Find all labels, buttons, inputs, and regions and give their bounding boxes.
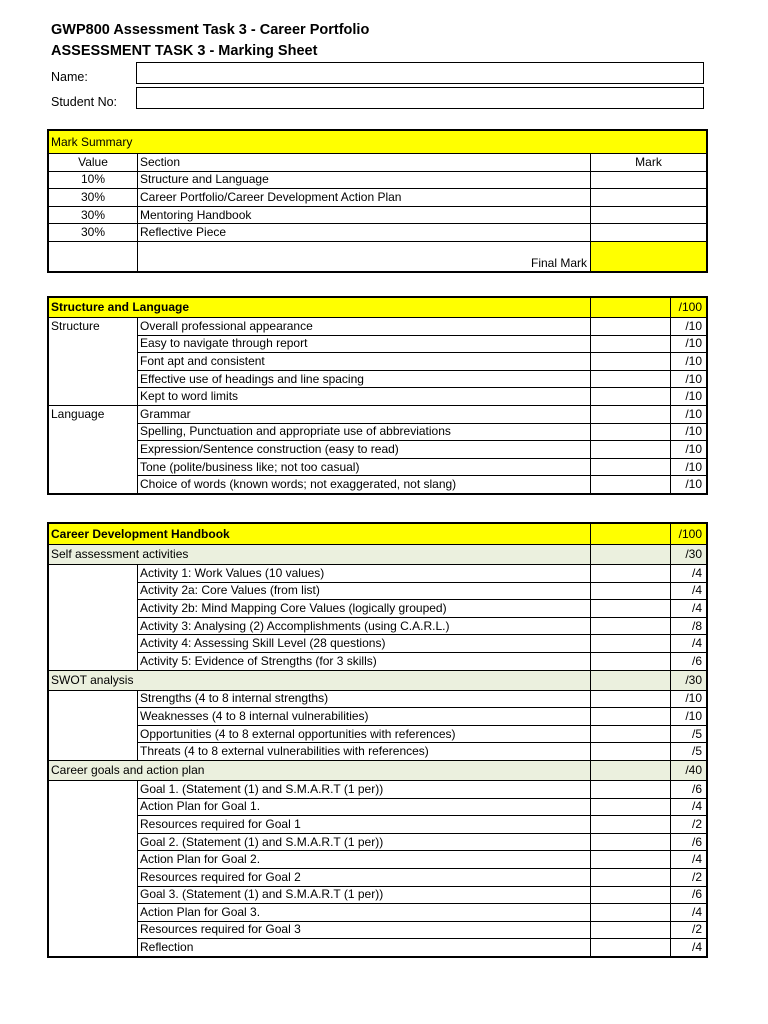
- criteria-cell: Structure and Language: [138, 171, 591, 189]
- mark-cell[interactable]: [591, 565, 671, 583]
- mark-cell[interactable]: [591, 780, 671, 798]
- table-row: [49, 652, 707, 670]
- criteria-cell: 30%: [49, 206, 138, 224]
- max-mark-cell: /2: [671, 868, 707, 886]
- mark-cell[interactable]: [591, 600, 671, 618]
- student-no-label: Student No:: [51, 95, 118, 109]
- criteria-cell: Font apt and consistent: [138, 353, 591, 371]
- mark-cell[interactable]: [591, 690, 671, 708]
- criteria-cell: Career Portfolio/Career Development Action Plan: [138, 189, 591, 207]
- criteria-cell: Opportunities (4 to 8 external opportunities with references): [138, 725, 591, 743]
- max-mark-cell: /6: [671, 780, 707, 798]
- criteria-cell: Activity 1: Work Values (10 values): [138, 565, 591, 583]
- career-total: /100: [671, 524, 707, 545]
- criteria-cell: Activity 2b: Mind Mapping Core Values (logically grouped): [138, 600, 591, 618]
- table-row: [49, 798, 707, 816]
- criteria-cell: Grammar: [138, 405, 591, 423]
- career-goals-title: Career goals and action plan: [49, 760, 591, 780]
- table-row: [49, 690, 707, 708]
- table-row: [49, 458, 707, 476]
- criteria-cell: Action Plan for Goal 2.: [138, 851, 591, 869]
- summary-title: Mark Summary: [49, 131, 707, 154]
- max-mark-cell: /2: [671, 816, 707, 834]
- mark-cell[interactable]: [591, 476, 671, 494]
- criteria-cell: Reflection: [138, 939, 591, 957]
- structure-total-mark[interactable]: [591, 298, 671, 318]
- table-row: [49, 708, 707, 726]
- col-mark-header: Mark: [591, 154, 707, 172]
- name-field[interactable]: [136, 62, 704, 84]
- table-row: [49, 476, 707, 494]
- table-row: [49, 335, 707, 353]
- criteria-cell: Mentoring Handbook: [138, 206, 591, 224]
- mark-cell[interactable]: [591, 224, 707, 242]
- max-mark-cell: /10: [671, 318, 707, 336]
- max-mark-cell: /5: [671, 725, 707, 743]
- max-mark-cell: /10: [671, 476, 707, 494]
- final-mark-cell[interactable]: [591, 241, 707, 271]
- mark-cell[interactable]: [591, 816, 671, 834]
- mark-summary-table: [48, 130, 707, 272]
- final-mark-label: Final Mark: [138, 241, 591, 271]
- table-row: [49, 725, 707, 743]
- max-mark-cell: /10: [671, 458, 707, 476]
- max-mark-cell: /10: [671, 353, 707, 371]
- col-value-header: Value: [49, 154, 138, 172]
- mark-cell[interactable]: [591, 405, 671, 423]
- criteria-cell: Easy to navigate through report: [138, 335, 591, 353]
- table-row: [49, 816, 707, 834]
- career-total-mark[interactable]: [591, 524, 671, 545]
- structure-title: Structure and Language: [49, 298, 591, 318]
- max-mark-cell: /10: [671, 388, 707, 406]
- criteria-cell: Activity 2a: Core Values (from list): [138, 582, 591, 600]
- table-row: [49, 904, 707, 922]
- structure-total: /100: [671, 298, 707, 318]
- mark-cell[interactable]: [591, 635, 671, 653]
- criteria-cell: 30%: [49, 224, 138, 242]
- table-row: [49, 886, 707, 904]
- criteria-cell: Activity 3: Analysing (2) Accomplishments (using C.A.R.L.): [138, 617, 591, 635]
- mark-cell[interactable]: [591, 939, 671, 957]
- max-mark-cell: /10: [671, 335, 707, 353]
- criteria-cell: Kept to word limits: [138, 388, 591, 406]
- table-row: [49, 582, 707, 600]
- max-mark-cell: /6: [671, 833, 707, 851]
- criteria-cell: Activity 4: Assessing Skill Level (28 questions): [138, 635, 591, 653]
- criteria-cell: Action Plan for Goal 3.: [138, 904, 591, 922]
- mark-cell[interactable]: [591, 441, 671, 459]
- max-mark-cell: /10: [671, 423, 707, 441]
- criteria-cell: Effective use of headings and line spacing: [138, 370, 591, 388]
- table-row: [49, 353, 707, 371]
- mark-cell[interactable]: [591, 725, 671, 743]
- max-mark-cell: /4: [671, 565, 707, 583]
- table-row: [49, 171, 707, 189]
- mark-cell[interactable]: [591, 458, 671, 476]
- criteria-cell: Resources required for Goal 1: [138, 816, 591, 834]
- mark-cell[interactable]: [591, 388, 671, 406]
- criteria-cell: Goal 3. (Statement (1) and S.M.A.R.T (1 per)): [138, 886, 591, 904]
- mark-cell[interactable]: [591, 886, 671, 904]
- mark-cell[interactable]: [591, 617, 671, 635]
- criteria-cell: Choice of words (known words; not exaggerated, not slang): [138, 476, 591, 494]
- max-mark-cell: /10: [671, 405, 707, 423]
- criteria-cell: Overall professional appearance: [138, 318, 591, 336]
- max-mark-cell: /2: [671, 921, 707, 939]
- max-mark-cell: /4: [671, 635, 707, 653]
- career-handbook-table: Career Development Handbook /100 Self assessment activities /30 Activity 1: Work Values (10 values) /4 Activity 2a: Core Values (from list) /4 Activity 2b: Mind Mapping Core Values (logically grouped) /4 Activity 3: Analysing (2) Accomplishments (using C.A.R.L.) /8 Activity 4: Assessing Skill Level (28 questions) /4 Activity 5: Evidence of Strengths (for 3 skills) /6 SWOT analysis /30 Strengths (4 to 8 internal strengths) /10 Weaknesses (4 to 8 internal vulnerabilities) /10 Opportunities (4 to 8 external opportunities with references) /5 Threats (4 to 8 external vulnerabilities with references) /5 Career goals and action plan /40 Goal 1. (Statement (1) and S.M.A.R.T (1 per)) /6 Action Plan for Goal 1. /4 Resources required for Goal 1 /2 Goal 2. (Statement (1) and S.M.A.R.T (1 per)) /6 Action Plan for Goal 2. /4 Resources required for Goal 2 /2 Goal 3. (Statement (1) and S.M.A.R.T (1 per)) /6 Action Plan for Goal 3. /4 Resources required for Goal 3 /2 Reflection /4: [48, 523, 707, 957]
- criteria-cell: Activity 5: Evidence of Strengths (for 3 skills): [138, 652, 591, 670]
- mark-cell[interactable]: [591, 833, 671, 851]
- criteria-cell: Spelling, Punctuation and appropriate use of abbreviations: [138, 423, 591, 441]
- self-assessment-title: Self assessment activities: [49, 545, 591, 565]
- max-mark-cell: /4: [671, 600, 707, 618]
- max-mark-cell: /5: [671, 743, 707, 761]
- mark-cell[interactable]: [591, 318, 671, 336]
- mark-cell[interactable]: [591, 708, 671, 726]
- max-mark-cell: /10: [671, 708, 707, 726]
- max-mark-cell: /4: [671, 851, 707, 869]
- student-no-field[interactable]: [136, 87, 704, 109]
- max-mark-cell: /10: [671, 690, 707, 708]
- mark-cell[interactable]: [591, 652, 671, 670]
- criteria-cell: 10%: [49, 171, 138, 189]
- table-row: [49, 939, 707, 957]
- criteria-cell: Threats (4 to 8 external vulnerabilities with references): [138, 743, 591, 761]
- career-title: Career Development Handbook: [49, 524, 591, 545]
- table-row: [49, 370, 707, 388]
- table-row: [49, 851, 707, 869]
- name-label: Name:: [51, 70, 88, 84]
- criteria-cell: Goal 2. (Statement (1) and S.M.A.R.T (1 per)): [138, 833, 591, 851]
- table-row: [49, 189, 707, 207]
- mark-cell[interactable]: [591, 171, 707, 189]
- criteria-cell: Strengths (4 to 8 internal strengths): [138, 690, 591, 708]
- col-section-header: Section: [138, 154, 591, 172]
- table-row: [49, 743, 707, 761]
- max-mark-cell: /10: [671, 370, 707, 388]
- criteria-cell: Action Plan for Goal 1.: [138, 798, 591, 816]
- mark-cell[interactable]: [591, 851, 671, 869]
- criteria-cell: Resources required for Goal 2: [138, 868, 591, 886]
- max-mark-cell: /4: [671, 904, 707, 922]
- criteria-cell: Resources required for Goal 3: [138, 921, 591, 939]
- max-mark-cell: /4: [671, 798, 707, 816]
- criteria-cell: Reflective Piece: [138, 224, 591, 242]
- mark-cell[interactable]: [591, 921, 671, 939]
- mark-cell[interactable]: [591, 189, 707, 207]
- max-mark-cell: /4: [671, 582, 707, 600]
- mark-cell[interactable]: [591, 760, 671, 780]
- table-row: [49, 423, 707, 441]
- criteria-cell: Goal 1. (Statement (1) and S.M.A.R.T (1 per)): [138, 780, 591, 798]
- max-mark-cell: /10: [671, 441, 707, 459]
- table-row: [49, 224, 707, 242]
- mark-cell[interactable]: [591, 904, 671, 922]
- table-row: [49, 780, 707, 798]
- mark-cell[interactable]: [591, 545, 671, 565]
- mark-cell[interactable]: [591, 370, 671, 388]
- max-mark-cell: /8: [671, 617, 707, 635]
- table-row: [49, 617, 707, 635]
- mark-cell[interactable]: [591, 743, 671, 761]
- mark-cell[interactable]: [591, 670, 671, 690]
- max-mark-cell: /6: [671, 886, 707, 904]
- table-row: [49, 318, 707, 336]
- table-row: [49, 833, 707, 851]
- table-row: [49, 868, 707, 886]
- mark-cell[interactable]: [591, 798, 671, 816]
- mark-cell[interactable]: [591, 582, 671, 600]
- table-row: [49, 405, 707, 423]
- table-row: [49, 921, 707, 939]
- mark-cell[interactable]: [591, 335, 671, 353]
- criteria-cell: 30%: [49, 189, 138, 207]
- mark-cell[interactable]: [591, 353, 671, 371]
- swot-title: SWOT analysis: [49, 670, 591, 690]
- max-mark-cell: /4: [671, 939, 707, 957]
- table-row: [49, 206, 707, 224]
- table-row: [49, 565, 707, 583]
- table-row: [49, 635, 707, 653]
- criteria-cell: Weaknesses (4 to 8 internal vulnerabilities): [138, 708, 591, 726]
- mark-cell[interactable]: [591, 206, 707, 224]
- group-language: Language: [49, 405, 138, 423]
- page-subtitle: ASSESSMENT TASK 3 - Marking Sheet: [51, 43, 318, 59]
- criteria-cell: Tone (polite/business like; not too casual): [138, 458, 591, 476]
- structure-language-table: [48, 297, 707, 494]
- mark-cell[interactable]: [591, 423, 671, 441]
- mark-cell[interactable]: [591, 868, 671, 886]
- group-structure: Structure: [49, 318, 138, 336]
- max-mark-cell: /6: [671, 652, 707, 670]
- table-row: [49, 600, 707, 618]
- table-row: [49, 388, 707, 406]
- page-title: GWP800 Assessment Task 3 - Career Portfolio: [51, 22, 370, 38]
- criteria-cell: Expression/Sentence construction (easy to read): [138, 441, 591, 459]
- table-row: [49, 441, 707, 459]
